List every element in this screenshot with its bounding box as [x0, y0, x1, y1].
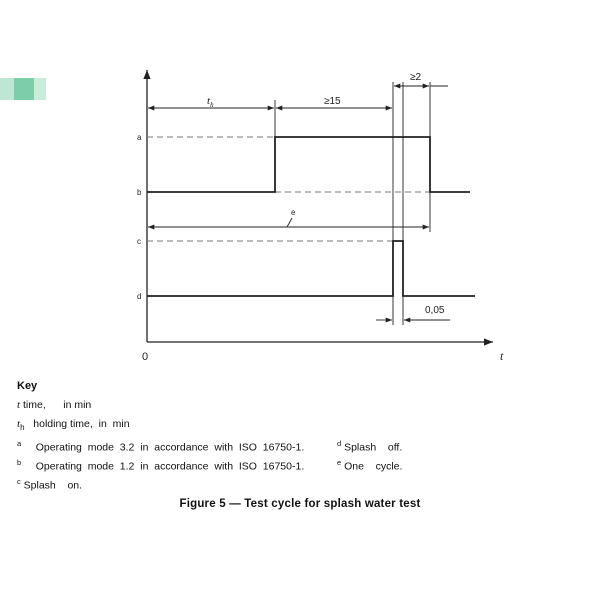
key-b-text: Operating mode 1.2 in accordance with ISO 16750-1. [21, 460, 305, 473]
key-row-b [17, 453, 403, 473]
key-d-mark: d [337, 439, 342, 448]
key-a-text: Operating mode 3.2 in accordance with ISO 16750-1. [21, 441, 305, 454]
ge2-label: ≥2 [410, 72, 422, 83]
cycle-leader [287, 218, 292, 227]
level-a-label: a [137, 133, 142, 142]
key-title: Key [17, 380, 38, 392]
splash-trace [147, 241, 475, 296]
key-th-text: holding time, in min [24, 418, 130, 430]
key-c-text: Splash on. [20, 479, 83, 492]
key-row-a [17, 434, 403, 454]
key-th-subscript: h [20, 423, 25, 433]
val-005-label: 0,05 [425, 305, 445, 316]
key-legend [17, 377, 403, 492]
key-e-text: One cycle. [341, 460, 403, 473]
key-b-mark: b [17, 458, 22, 467]
operating-mode-trace [147, 137, 470, 192]
key-row-c [17, 472, 304, 491]
th-label: $t_h$ [207, 95, 214, 109]
key-t-symbol: t [17, 399, 21, 411]
origin-label: 0 [142, 351, 149, 363]
key-c-mark: c [17, 477, 21, 486]
level-d-label: d [137, 292, 142, 301]
key-t-text: time, in min [20, 399, 92, 411]
key-e-note [337, 453, 402, 477]
level-c-label: c [137, 237, 141, 246]
figure-caption: Figure 5 — Test cycle for splash water test [179, 498, 421, 510]
key-e-mark: e [337, 458, 342, 467]
t-axis-label: t [500, 349, 504, 363]
key-th-symbol: t [17, 418, 21, 430]
e-label: e [291, 208, 296, 217]
level-b-label: b [137, 188, 142, 197]
key-row-t [17, 396, 304, 415]
key-row-th [17, 415, 304, 434]
key-d-text: Splash off. [341, 441, 403, 454]
key-a-mark: a [17, 439, 22, 448]
ge15-label: ≥15 [324, 96, 341, 107]
